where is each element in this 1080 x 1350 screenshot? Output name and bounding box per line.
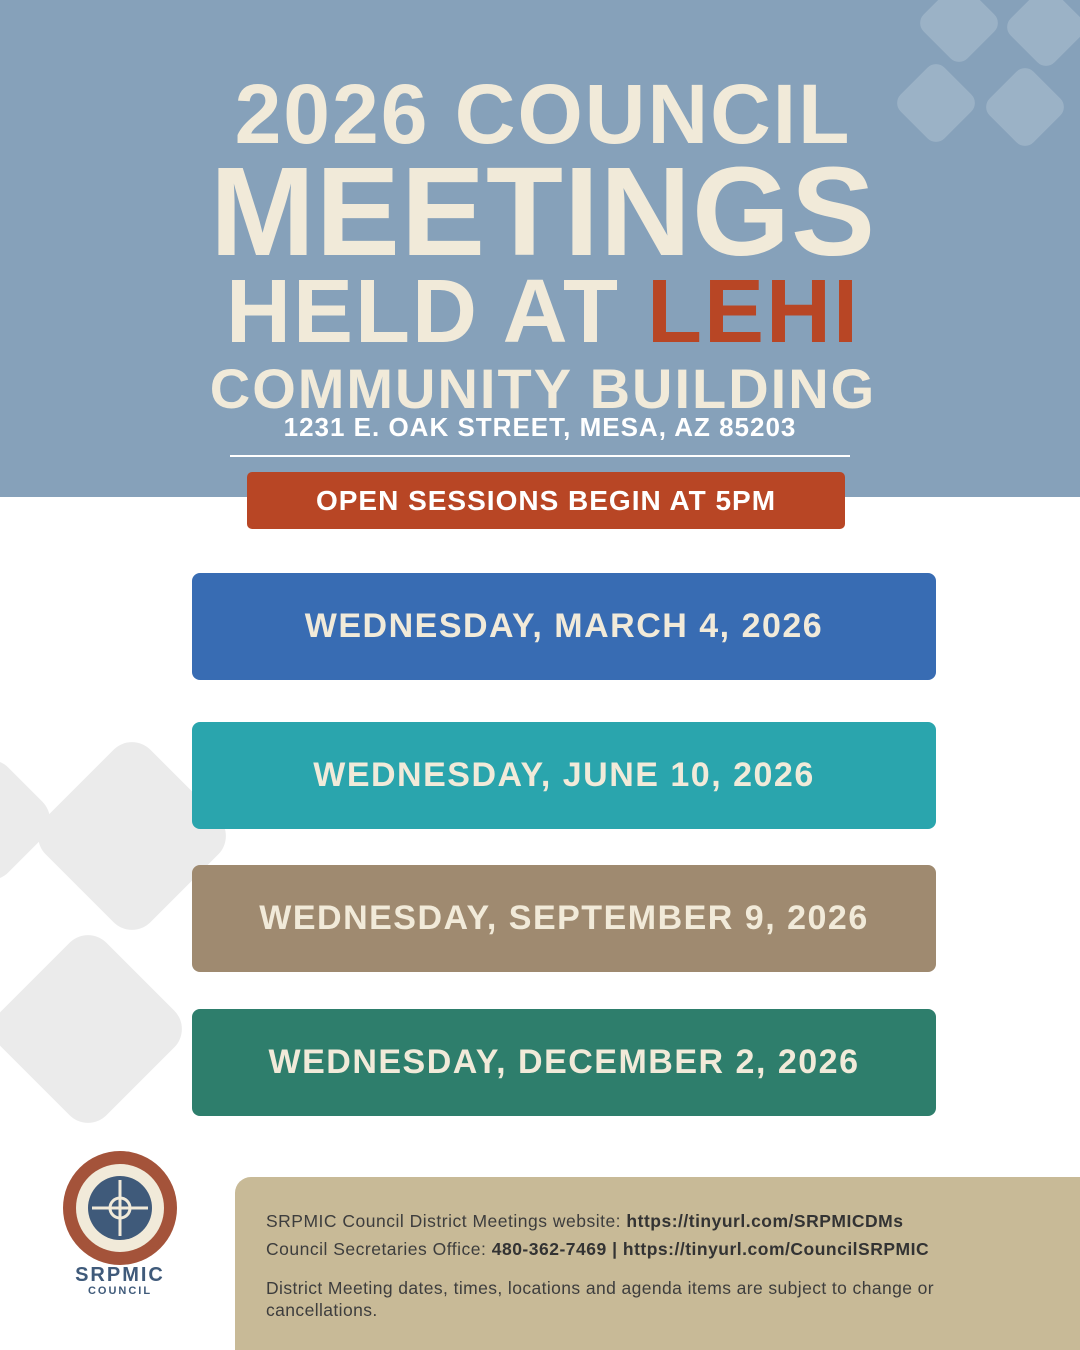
decorative-tile — [892, 59, 980, 147]
meeting-date-bar — [192, 573, 936, 680]
title-location-prefix: HELD AT — [226, 262, 620, 362]
title-line-meetings: MEETINGS — [209, 141, 877, 282]
srpmic-seal-logo — [62, 1150, 178, 1266]
website-link[interactable]: https://tinyurl.com/SRPMICDMs — [626, 1211, 904, 1231]
logo-subtitle: COUNCIL — [87, 1285, 153, 1297]
disclaimer-text: District Meeting dates, times, locations and agenda items are subject to change or cancellations. — [266, 1278, 934, 1320]
website-line — [266, 1207, 1080, 1235]
title-line-year: 2026 COUNCIL — [234, 67, 852, 161]
divider — [230, 455, 850, 457]
meeting-date-bar — [192, 865, 936, 972]
meeting-date-text: WEDNESDAY, JUNE 10, 2026 — [313, 756, 815, 794]
meeting-date-text: WEDNESDAY, SEPTEMBER 9, 2026 — [259, 899, 869, 937]
meeting-date-text: WEDNESDAY, DECEMBER 2, 2026 — [268, 1043, 860, 1081]
title-line-location — [188, 262, 898, 362]
address-text: 1231 E. OAK STREET, MESA, AZ 85203 — [283, 412, 797, 442]
meeting-date-bar — [192, 722, 936, 829]
decorative-tile — [981, 63, 1069, 151]
title-location-accent: LEHI — [646, 262, 860, 362]
office-label: Council Secretaries Office: — [266, 1239, 487, 1259]
office-link[interactable]: https://tinyurl.com/CouncilSRPMIC — [622, 1239, 930, 1259]
office-line — [266, 1235, 1080, 1263]
session-time-banner: OPEN SESSIONS BEGIN AT 5PM — [247, 472, 845, 529]
logo-name: SRPMIC — [75, 1264, 165, 1286]
decorative-tile — [1002, 0, 1080, 71]
title-line-building: COMMUNITY BUILDING — [209, 357, 877, 420]
decorative-tile — [0, 924, 193, 1133]
office-phone[interactable]: 480-362-7469 — [491, 1239, 607, 1259]
website-label: SRPMIC Council District Meetings website: — [266, 1211, 622, 1231]
meeting-date-bar — [192, 1009, 936, 1116]
page-title — [188, 67, 898, 420]
decorative-tile — [915, 0, 1003, 67]
meeting-date-text: WEDNESDAY, MARCH 4, 2026 — [304, 607, 824, 645]
separator: | — [612, 1239, 618, 1259]
contact-info-box — [235, 1177, 1080, 1350]
